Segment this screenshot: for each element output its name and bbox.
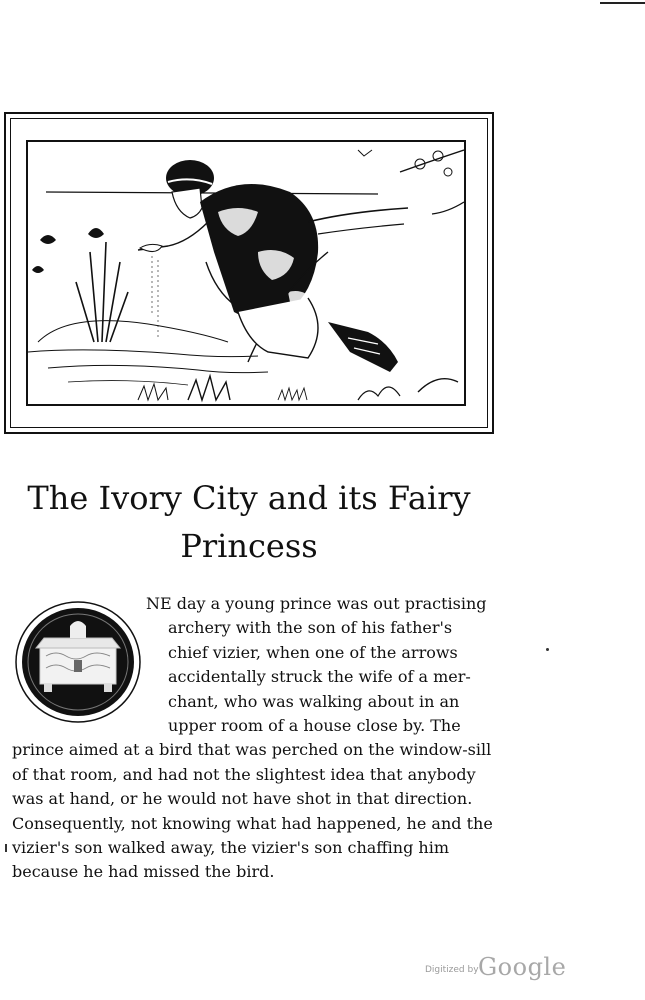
illustration-drawing: [28, 142, 464, 404]
body-line-1: NE day a young prince was out practising: [146, 594, 487, 613]
body-line-9: was at hand, or he would not have shot in that direction.: [12, 789, 473, 808]
prince-kneeling-drinking-illustration: [26, 140, 466, 406]
body-line-5: chant, who was walking about in an: [168, 692, 460, 711]
body-line-11: vizier's son walked away, the vizier's son chaffing him: [12, 838, 450, 857]
margin-speck: [546, 648, 549, 651]
body-line-10: Consequently, not knowing what had happened, he and the: [12, 814, 493, 833]
google-logo-text: Google: [478, 953, 567, 981]
top-edge-rule: [600, 2, 645, 4]
body-line-3: chief vizier, when one of the arrows: [168, 643, 458, 662]
chapter-title: [0, 474, 498, 570]
ivory-casket-medallion-icon: [14, 598, 142, 726]
body-line-6: upper room of a house close by. The: [168, 716, 461, 735]
body-line-2: archery with the son of his father's: [168, 618, 453, 637]
body-line-7: prince aimed at a bird that was perched on the window-sill: [12, 740, 492, 759]
digitized-watermark: [425, 953, 567, 981]
body-line-4: accidentally struck the wife of a mer-: [168, 667, 471, 686]
margin-mark: [5, 844, 7, 852]
body-line-12: because he had missed the bird.: [12, 862, 275, 881]
chapter-title-line-1: The Ivory City and its Fairy: [27, 479, 471, 517]
body-line-8: of that room, and had not the slightest idea that anybody: [12, 765, 476, 784]
chapter-title-line-2: Princess: [180, 527, 318, 565]
digitized-by-label: Digitized by: [425, 965, 479, 975]
